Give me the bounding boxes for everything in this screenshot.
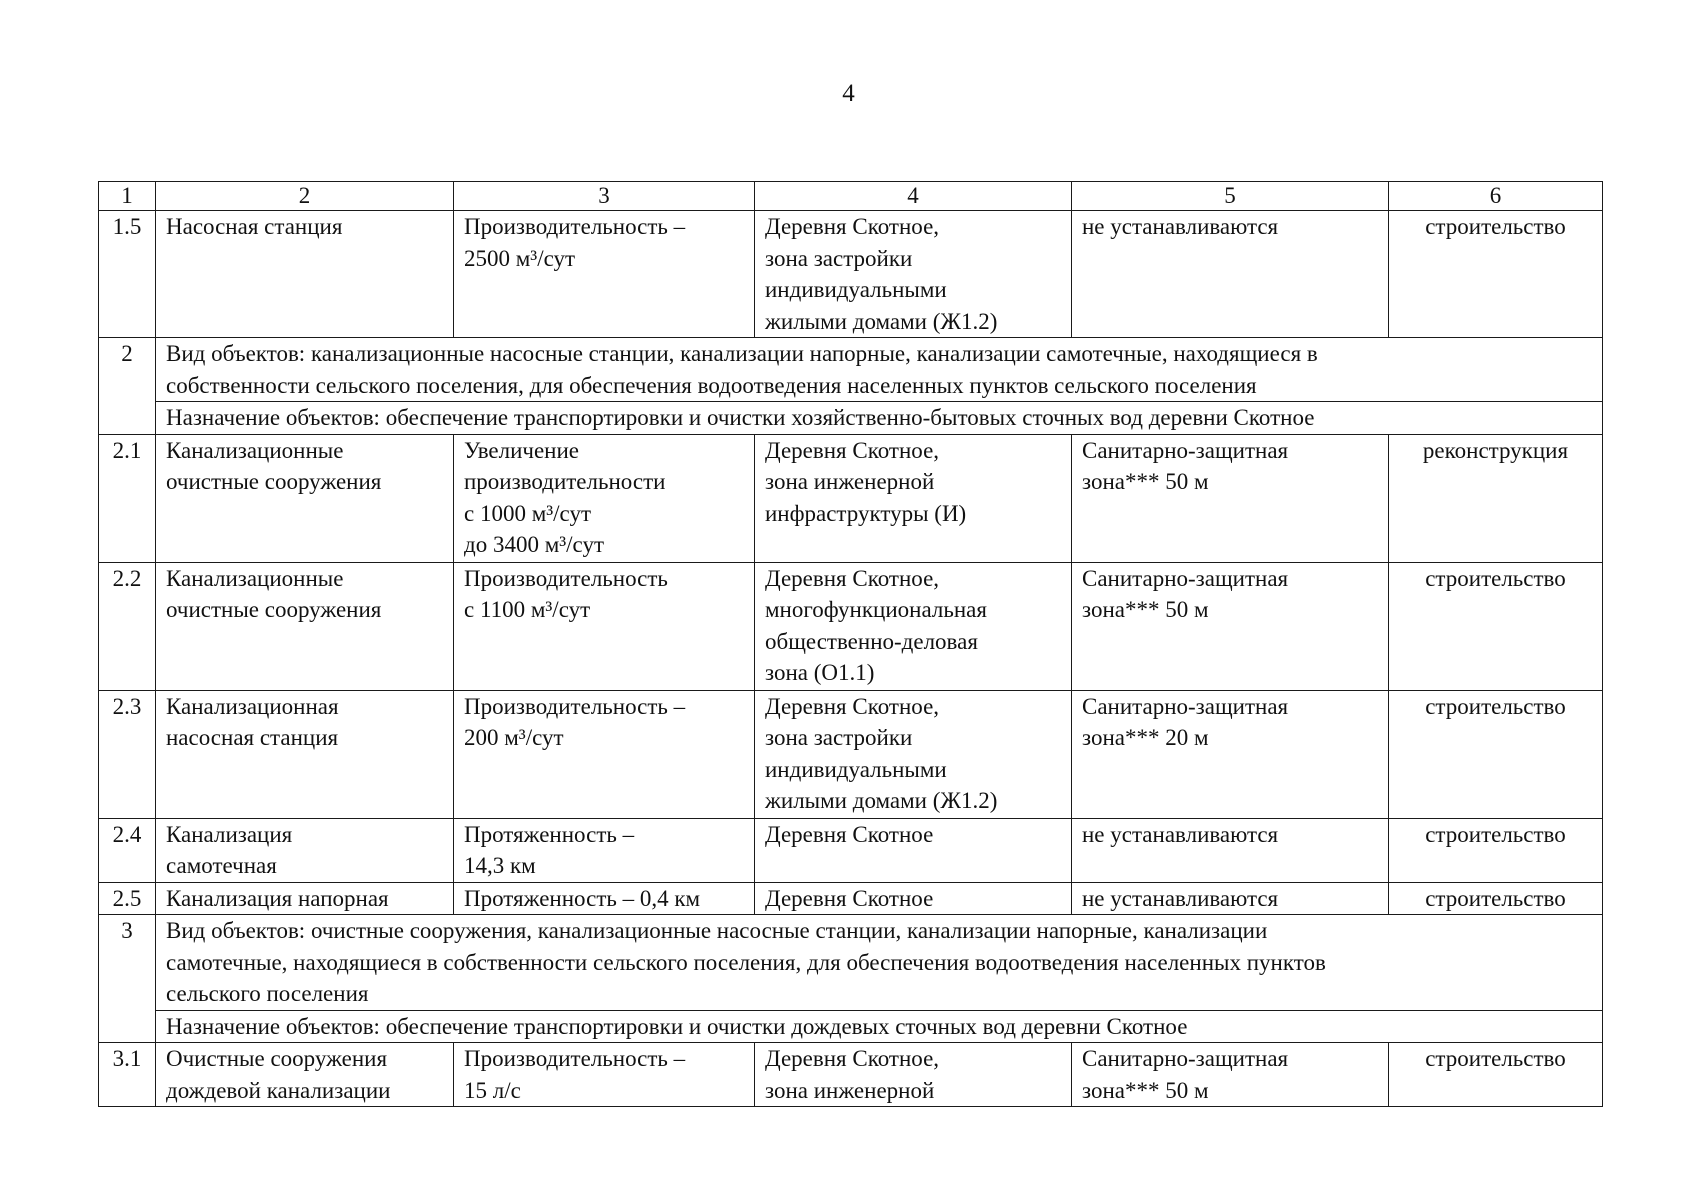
zone-line: не устанавливаются bbox=[1082, 821, 1279, 847]
zone-line: Санитарно-защитная bbox=[1082, 437, 1289, 463]
zone-line: зона*** 50 м bbox=[1082, 597, 1209, 622]
capacity-cell bbox=[454, 882, 755, 915]
zone-line: зона*** 50 м bbox=[1082, 469, 1209, 494]
capacity-cell bbox=[454, 1043, 755, 1107]
header-cell: 3 bbox=[454, 182, 755, 211]
table-row bbox=[99, 818, 1603, 882]
object-name: Канализационные bbox=[166, 437, 344, 463]
section-kind-line: сельского поселения bbox=[166, 981, 369, 1006]
section-kind bbox=[156, 915, 1603, 1011]
object-name-cell bbox=[156, 818, 454, 882]
zone-cell bbox=[1072, 562, 1389, 690]
zone-line: Санитарно-защитная bbox=[1082, 693, 1289, 719]
capacity-line: 200 м³/сут bbox=[464, 725, 564, 750]
planning-table bbox=[98, 181, 1603, 1107]
capacity-line: Производительность – bbox=[464, 1046, 686, 1071]
capacity-cell bbox=[454, 562, 755, 690]
section-purpose: Назначение объектов: обеспечение транспортировки и очистки дождевых сточных вод деревни Скотное bbox=[156, 1010, 1603, 1043]
zone-line: Санитарно-защитная bbox=[1082, 565, 1289, 591]
capacity-cell bbox=[454, 818, 755, 882]
object-name-cell bbox=[156, 690, 454, 818]
capacity-line: с 1100 м³/сут bbox=[464, 597, 591, 622]
table-row bbox=[99, 690, 1603, 818]
zone-line: зона*** 50 м bbox=[1082, 1077, 1209, 1103]
section-purpose-row bbox=[99, 402, 1603, 435]
table-row bbox=[99, 1043, 1603, 1107]
capacity-line: Производительность – bbox=[464, 693, 686, 719]
capacity-line: Увеличение bbox=[464, 437, 580, 463]
location-line: индивидуальными bbox=[765, 756, 947, 782]
section-purpose-row bbox=[99, 1010, 1603, 1043]
zone-line: Санитарно-защитная bbox=[1082, 1046, 1289, 1071]
section-kind-line: собственности сельского поселения, для обеспечения водоотведения населенных пунктов сельского поселения bbox=[166, 372, 1257, 398]
page-number: 4 bbox=[842, 80, 855, 107]
capacity-line: с 1000 м³/сут bbox=[464, 500, 592, 526]
action-cell: реконструкция bbox=[1389, 434, 1603, 562]
capacity-line: Протяженность – bbox=[464, 821, 635, 847]
object-name: Канализация bbox=[166, 821, 293, 847]
object-name: Очистные сооружения bbox=[166, 1046, 388, 1071]
capacity-line: 15 л/с bbox=[464, 1077, 521, 1103]
location-line: многофункциональная bbox=[765, 597, 987, 622]
zone-cell bbox=[1072, 818, 1389, 882]
action-cell: строительство bbox=[1389, 562, 1603, 690]
zone-cell bbox=[1072, 1043, 1389, 1107]
capacity-line: Протяженность – 0,4 км bbox=[464, 885, 701, 911]
location-line: Деревня Скотное, bbox=[765, 565, 940, 591]
row-number: 2.1 bbox=[99, 434, 156, 562]
location-line: инфраструктуры (И) bbox=[765, 500, 967, 526]
section-kind-line: Вид объектов: очистные сооружения, канализационные насосные станции, канализации напорные, канализации bbox=[166, 918, 1268, 943]
header-row bbox=[99, 182, 1603, 211]
location-cell bbox=[755, 882, 1072, 915]
object-name-cell bbox=[156, 211, 454, 338]
object-name: дождевой канализации bbox=[166, 1077, 391, 1103]
location-cell bbox=[755, 690, 1072, 818]
capacity-cell bbox=[454, 690, 755, 818]
location-line: Деревня Скотное, bbox=[765, 1046, 940, 1071]
zone-cell bbox=[1072, 434, 1389, 562]
location-line: зона инженерной bbox=[765, 469, 935, 494]
table-row bbox=[99, 882, 1603, 915]
zone-cell bbox=[1072, 882, 1389, 915]
section-number: 2 bbox=[99, 338, 156, 435]
action-cell: строительство bbox=[1389, 690, 1603, 818]
section-number: 3 bbox=[99, 915, 156, 1043]
row-number: 1.5 bbox=[99, 211, 156, 338]
location-line: Деревня Скотное, bbox=[765, 693, 940, 719]
section-kind bbox=[156, 338, 1603, 402]
location-line: зона застройки bbox=[765, 245, 913, 271]
section-kind-line: самотечные, находящиеся в собственности сельского поселения, для обеспечения водоотведения населенных пунктов bbox=[166, 949, 1326, 975]
capacity-cell bbox=[454, 211, 755, 338]
location-line: общественно-деловая bbox=[765, 628, 978, 654]
location-line: Деревня Скотное, bbox=[765, 214, 940, 239]
location-line: жилыми домами (Ж1.2) bbox=[765, 788, 998, 813]
header-cell: 6 bbox=[1389, 182, 1603, 211]
header-cell: 1 bbox=[99, 182, 156, 211]
zone-cell bbox=[1072, 211, 1389, 338]
action-cell: строительство bbox=[1389, 818, 1603, 882]
location-line: Деревня Скотное, bbox=[765, 437, 940, 463]
object-name: Канализационная bbox=[166, 693, 339, 719]
capacity-cell bbox=[454, 434, 755, 562]
location-line: зона инженерной bbox=[765, 1077, 935, 1103]
header-cell: 5 bbox=[1072, 182, 1389, 211]
action-cell: строительство bbox=[1389, 882, 1603, 915]
capacity-line: Производительность bbox=[464, 565, 668, 591]
row-number: 2.5 bbox=[99, 882, 156, 915]
section-kind-row bbox=[99, 338, 1603, 402]
object-name-cell bbox=[156, 434, 454, 562]
table-row bbox=[99, 562, 1603, 690]
zone-line: зона*** 20 м bbox=[1082, 725, 1209, 750]
row-number: 2.3 bbox=[99, 690, 156, 818]
capacity-line: 2500 м³/сут bbox=[464, 245, 576, 271]
capacity-line: производительности bbox=[464, 469, 666, 494]
object-name-cell bbox=[156, 562, 454, 690]
object-name-cell bbox=[156, 1043, 454, 1107]
location-cell bbox=[755, 1043, 1072, 1107]
action-cell: строительство bbox=[1389, 1043, 1603, 1107]
action-cell: строительство bbox=[1389, 211, 1603, 338]
row-number: 2.4 bbox=[99, 818, 156, 882]
header-cell: 2 bbox=[156, 182, 454, 211]
table-row bbox=[99, 211, 1603, 338]
object-name: Насосная станция bbox=[166, 214, 343, 239]
object-name: Канализация напорная bbox=[166, 885, 389, 911]
location-cell bbox=[755, 818, 1072, 882]
zone-cell bbox=[1072, 690, 1389, 818]
location-line: зона (О1.1) bbox=[765, 660, 875, 685]
location-line: Деревня Скотное bbox=[765, 885, 934, 911]
object-name: очистные сооружения bbox=[166, 597, 382, 622]
location-line: жилыми домами (Ж1.2) bbox=[765, 308, 998, 334]
object-name-cell bbox=[156, 882, 454, 915]
zone-line: не устанавливаются bbox=[1082, 214, 1279, 239]
location-cell bbox=[755, 562, 1072, 690]
object-name: Канализационные bbox=[166, 565, 344, 591]
header-cell: 4 bbox=[755, 182, 1072, 211]
section-purpose: Назначение объектов: обеспечение транспортировки и очистки хозяйственно-бытовых сточных вод деревни Скотное bbox=[156, 402, 1603, 435]
location-line: индивидуальными bbox=[765, 277, 947, 302]
capacity-line: Производительность – bbox=[464, 214, 686, 239]
object-name: насосная станция bbox=[166, 725, 339, 750]
location-cell bbox=[755, 434, 1072, 562]
object-name: очистные сооружения bbox=[166, 469, 382, 494]
object-name: самотечная bbox=[166, 853, 277, 878]
section-kind-row bbox=[99, 915, 1603, 1011]
row-number: 3.1 bbox=[99, 1043, 156, 1107]
location-line: зона застройки bbox=[765, 725, 913, 750]
table-row bbox=[99, 434, 1603, 562]
capacity-line: 14,3 км bbox=[464, 853, 536, 878]
capacity-line: до 3400 м³/сут bbox=[464, 532, 604, 557]
location-cell bbox=[755, 211, 1072, 338]
zone-line: не устанавливаются bbox=[1082, 885, 1279, 911]
section-kind-line: Вид объектов: канализационные насосные станции, канализации напорные, канализации самотечные, находящиеся в bbox=[166, 341, 1318, 366]
location-line: Деревня Скотное bbox=[765, 821, 934, 847]
row-number: 2.2 bbox=[99, 562, 156, 690]
